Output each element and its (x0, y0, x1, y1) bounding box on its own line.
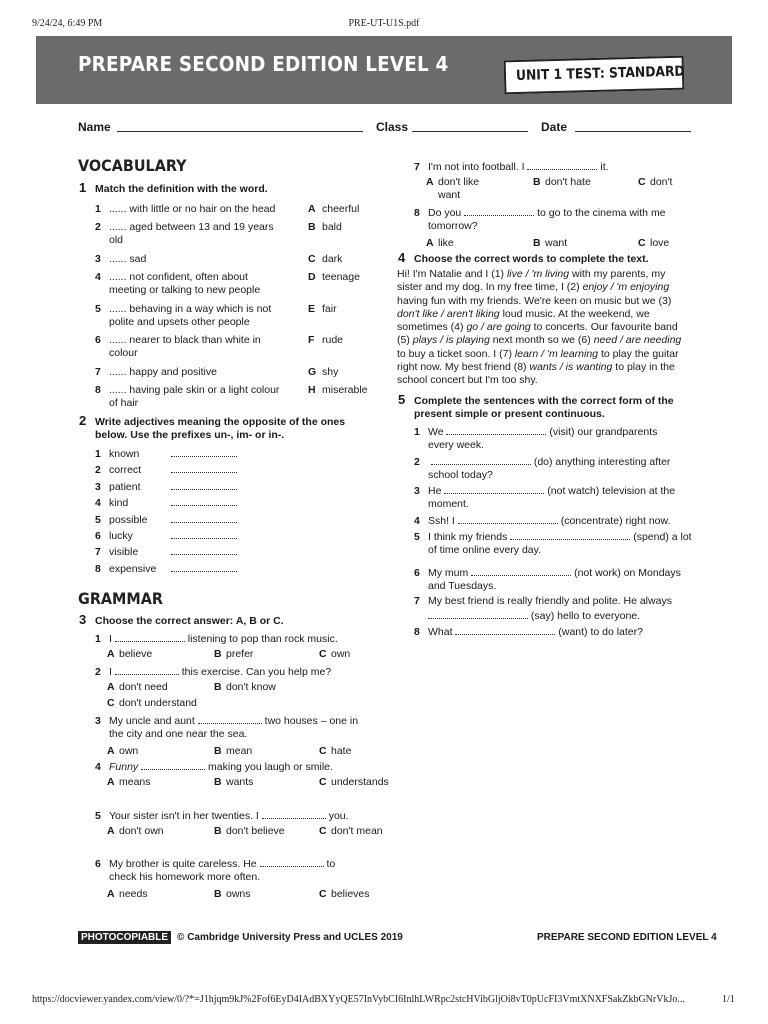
option-b (533, 176, 591, 189)
match-item (95, 366, 300, 379)
choice-option: live / 'm living (506, 268, 570, 280)
item-number: 2 (95, 666, 101, 678)
adjective-item (95, 528, 237, 543)
exercise-4-text (397, 268, 692, 388)
question-start: Funny (109, 761, 139, 773)
complete-sentence (414, 454, 694, 482)
mcq-question (95, 808, 375, 823)
answer-blank[interactable] (446, 424, 546, 435)
item-definition: ...... nearer to black than white in (109, 334, 261, 346)
unit-badge (504, 56, 685, 95)
word-letter: A (308, 203, 316, 215)
adjective-item (95, 495, 237, 510)
item-definition-cont: old (109, 234, 124, 246)
item-definition: ...... aged between 13 and 19 years (109, 221, 274, 233)
page-number: 1/1 (722, 994, 735, 1005)
exercise-2-instruction: 2 Write adjectives meaning the opposite of the ones below. Use the prefixes un-, im- or in-. (79, 413, 346, 441)
sentence-cont: moment. (428, 498, 469, 510)
answer-blank[interactable] (171, 479, 237, 490)
question-end: listening to pop than rock music. (187, 633, 338, 645)
option-b (214, 648, 253, 661)
option-c (319, 776, 389, 789)
option-text: believe (119, 648, 153, 660)
adjective-item (95, 561, 237, 576)
option-text: don't believe (226, 825, 285, 837)
mcq-question (95, 664, 375, 679)
option-text: don't understand (119, 697, 197, 709)
option-a (426, 176, 479, 202)
item-number: 6 (414, 567, 420, 579)
copyright: © Cambridge University Press and UCLES 2019 (177, 932, 403, 943)
match-item (95, 384, 300, 410)
class-label: Class (376, 120, 409, 134)
sentence-end: (spend) a lot (633, 531, 692, 543)
question-start: I (109, 666, 112, 678)
option-c (319, 745, 351, 758)
choice-option: enjoy / 'm enjoying (582, 281, 670, 294)
exercise-5-instruction: 5 Complete the sentences with the correct form of the present simple or present continuous. (398, 392, 674, 420)
complete-sentence (414, 513, 694, 528)
choice-option: need / are needing (593, 334, 682, 347)
adjective: patient (109, 480, 141, 493)
option-text: own (119, 745, 139, 757)
option-b (214, 888, 251, 901)
match-item (95, 303, 300, 329)
option-letter: B (533, 237, 541, 249)
match-word (308, 271, 360, 284)
option-letter: B (214, 825, 222, 837)
browser-header (0, 0, 768, 30)
match-word (308, 384, 368, 397)
option-text: don't mean (331, 825, 383, 837)
item-definition: ...... sad (109, 253, 147, 265)
item-number: 3 (95, 480, 101, 493)
complete-sentence (414, 529, 694, 557)
answer-blank[interactable] (527, 159, 597, 170)
answer-blank[interactable] (115, 631, 185, 642)
option-letter: B (214, 681, 222, 693)
option-letter: B (214, 648, 222, 660)
answer-blank[interactable] (444, 483, 544, 494)
item-number: 4 (95, 761, 101, 773)
sentence-start: He (428, 485, 442, 497)
answer-blank[interactable] (262, 808, 326, 819)
item-number: 6 (95, 530, 101, 542)
sentence-end: (do) anything interesting after (533, 456, 671, 468)
option-letter: C (638, 237, 646, 249)
sentence-start: My best friend is really friendly and polite. He always (428, 595, 672, 607)
option-letter: A (107, 888, 115, 900)
sentence-end: (not watch) television at the (547, 485, 676, 497)
item-number: 8 (414, 626, 420, 638)
question-cont: tomorrow? (428, 220, 478, 232)
complete-sentence (414, 595, 694, 623)
option-c (319, 648, 350, 661)
word-letter: F (308, 334, 315, 346)
word-text: teenage (322, 271, 360, 283)
item-number: 1 (95, 448, 101, 460)
choice-option: wants / is wanting (529, 361, 613, 374)
option-letter: B (214, 888, 222, 900)
question-start: My brother is quite careless. He (109, 858, 257, 870)
item-number: 5 (414, 531, 420, 543)
complete-sentence (414, 424, 694, 452)
option-text: wants (226, 776, 254, 788)
sentence-start: We (428, 426, 444, 438)
option-letter: C (638, 176, 646, 188)
option-text: needs (119, 888, 148, 900)
item-number: 4 (414, 515, 420, 527)
answer-blank[interactable] (510, 529, 630, 540)
item-number: 1 (95, 203, 101, 215)
option-a (107, 745, 138, 758)
option-text: hate (331, 745, 352, 757)
option-c (107, 697, 197, 710)
text-segment: next month so we (6) (489, 334, 594, 347)
item-definition-cont: of hair (109, 397, 139, 409)
item-definition: ...... not confident, often about (109, 271, 248, 283)
exercise-4-instruction: 4 Choose the correct words to complete the text. (398, 250, 649, 265)
question-end: it. (600, 161, 609, 173)
word-text: dark (322, 253, 343, 265)
complete-sentence (414, 565, 694, 593)
item-number: 1 (95, 633, 101, 645)
date-label: Date (541, 120, 568, 134)
question-start: Your sister isn't in her twenties. I (109, 810, 259, 822)
option-letter: B (533, 176, 541, 188)
sentence-end: (visit) our grandparents (549, 426, 658, 438)
sentence-cont: of time online every day. (428, 544, 542, 556)
option-text-cont: want (438, 189, 461, 201)
option-text: own (331, 648, 351, 660)
sentence-end: (say) hello to everyone. (530, 610, 641, 622)
option-c (319, 825, 383, 838)
match-item (95, 253, 300, 266)
match-item (95, 203, 300, 216)
option-letter: A (426, 237, 434, 249)
option-letter: A (107, 776, 115, 788)
mcq-question (414, 205, 694, 233)
sentence-cont: and Tuesdays. (428, 580, 497, 592)
choice-option: go / are going (466, 321, 531, 334)
sentence-start: I think my friends (428, 531, 508, 543)
page-title: PREPARE SECOND EDITION LEVEL 4 (78, 52, 449, 76)
adjective: lucky (109, 530, 133, 542)
option-letter: C (319, 745, 327, 757)
word-letter: D (308, 271, 316, 283)
footer-right: PREPARE SECOND EDITION LEVEL 4 (537, 932, 717, 943)
sentence-end: (concentrate) right now. (560, 515, 671, 527)
word-letter: B (308, 221, 316, 233)
answer-blank[interactable] (431, 454, 531, 465)
option-text: like (438, 237, 454, 249)
match-word (308, 253, 342, 266)
option-a (107, 888, 148, 901)
answer-blank[interactable] (455, 624, 555, 635)
option-a (107, 825, 164, 838)
option-text: don't need (119, 681, 168, 693)
grammar-heading: GRAMMAR (78, 589, 163, 608)
item-definition-cont: colour (109, 347, 138, 359)
match-item (95, 221, 300, 247)
option-letter: B (214, 776, 222, 788)
word-text: rude (322, 334, 344, 346)
option-letter: A (107, 648, 115, 660)
sentence-start: My mum (428, 567, 469, 579)
option-text: want (545, 237, 568, 249)
option-text: don't own (119, 825, 164, 837)
item-number: 7 (414, 161, 420, 173)
option-b (214, 745, 252, 758)
match-word (308, 221, 342, 234)
vocab-heading: VOCABULARY (78, 156, 187, 175)
choice-option: plays / is playing (412, 334, 490, 347)
date-line[interactable] (575, 131, 691, 132)
answer-blank[interactable] (171, 528, 237, 539)
adjective-item (95, 544, 237, 559)
mcq-question (95, 631, 375, 646)
spacer (414, 610, 428, 622)
text-segment: to buy a ticket soon. I (7) (397, 347, 515, 360)
question-start: I'm not into football. I (428, 161, 525, 173)
match-word (308, 334, 343, 347)
option-letter: C (319, 776, 327, 788)
option-text: don't like (438, 176, 480, 188)
option-a (107, 681, 168, 694)
exercise-3-instruction: 3 Choose the correct answer: A, B or C. (79, 612, 284, 627)
answer-blank[interactable] (458, 513, 558, 524)
answer-blank[interactable] (198, 713, 262, 724)
complete-sentence (414, 483, 694, 511)
item-definition: ...... behaving in a way which is not (109, 303, 272, 315)
mcq-question (95, 713, 375, 741)
option-c (638, 176, 672, 189)
answer-blank[interactable] (171, 544, 237, 555)
question-end: to (326, 858, 336, 870)
item-definition-cont: polite and upsets other people (109, 316, 250, 328)
sentence-end: (want) to do later? (558, 626, 643, 638)
text-segment: with my parents, my sister and my dog. In my free time, I (2) (397, 268, 666, 294)
item-number: 5 (95, 303, 101, 315)
option-letter: A (107, 745, 115, 757)
match-word (308, 366, 338, 379)
answer-blank[interactable] (171, 561, 237, 572)
item-number: 2 (95, 464, 101, 477)
answer-blank[interactable] (171, 462, 237, 473)
option-a (426, 237, 454, 250)
question-start: I (109, 633, 112, 645)
complete-sentence (414, 624, 694, 639)
option-c (638, 237, 669, 250)
item-number: 3 (414, 485, 420, 497)
option-text: don't hate (545, 176, 591, 188)
option-text: love (650, 237, 670, 249)
word-letter: E (308, 303, 316, 315)
item-definition: ...... with little or no hair on the head (109, 203, 276, 215)
option-b (214, 681, 276, 694)
text-segment: having fun with my friends. We're keen on music but we (3) (397, 294, 672, 307)
name-line[interactable] (117, 131, 363, 132)
item-number: 5 (95, 810, 101, 822)
question-end: you. (328, 810, 349, 822)
choice-option: don't like / aren't liking (397, 307, 500, 320)
question-start: My uncle and aunt (109, 715, 195, 727)
option-b (214, 825, 285, 838)
item-number: 4 (95, 271, 101, 283)
option-letter: A (107, 681, 115, 693)
option-a (107, 776, 151, 789)
match-word (308, 203, 359, 216)
text-segment: to concerts. Our favourite band (5) (397, 321, 678, 347)
option-letter: C (319, 825, 327, 837)
option-b (214, 776, 253, 789)
adjective-item (95, 512, 237, 527)
adjective-item (95, 462, 237, 477)
item-number: 3 (95, 253, 101, 265)
option-c (319, 888, 370, 901)
question-end: this exercise. Can you help me? (181, 666, 332, 678)
answer-blank[interactable] (141, 759, 205, 770)
item-number: 2 (95, 221, 101, 233)
adjective: correct (109, 464, 142, 477)
name-label: Name (78, 120, 111, 134)
answer-blank[interactable] (171, 495, 237, 506)
match-word (308, 303, 337, 316)
word-letter: C (308, 253, 316, 265)
word-letter: G (308, 366, 317, 378)
mcq-question (95, 759, 375, 774)
option-letter: C (107, 697, 115, 709)
item-number: 8 (95, 384, 101, 396)
option-text: mean (226, 745, 253, 757)
question-start: Do you (428, 207, 462, 219)
question-end: making you laugh or smile. (208, 761, 333, 773)
option-text: means (119, 776, 151, 788)
option-letter: B (214, 745, 222, 757)
match-item (95, 271, 300, 297)
text-segment: to play the guitar right now. My best friend (8) (397, 347, 679, 374)
question-cont: the city and one near the sea. (109, 728, 248, 740)
question-end: two houses – one in (264, 715, 359, 727)
adjective: visible (109, 546, 139, 559)
item-number: 6 (95, 334, 101, 346)
item-number: 7 (95, 366, 101, 378)
answer-blank[interactable] (115, 664, 179, 675)
adjective: kind (109, 497, 129, 510)
option-b (533, 237, 567, 250)
word-text: miserable (322, 384, 368, 396)
adjective: possible (109, 513, 148, 526)
sentence-start: What (428, 626, 453, 638)
mcq-question (95, 856, 375, 884)
answer-blank[interactable] (171, 446, 237, 457)
word-text: shy (322, 366, 339, 378)
text-segment: Hi! I'm Natalie and I (1) (397, 268, 507, 280)
item-number: 8 (414, 207, 420, 219)
mcq-question (414, 159, 694, 174)
option-text: believes (331, 888, 370, 900)
item-number: 4 (95, 497, 101, 510)
word-text: bald (322, 221, 342, 233)
page-url: https://docviewer.yandex.com/view/0/?*=J1hjqm9kJ%2Fof6EyD4IAdBXYyQE57InVybCI6InlhLWRpc2stcHVibGljOi8vT0pUcFI3VmtXNXFSakZkbGNrVkJo... (32, 994, 685, 1005)
option-text: understands (331, 776, 389, 788)
word-letter: H (308, 384, 316, 396)
word-text: cheerful (322, 203, 360, 215)
option-a (107, 648, 152, 661)
item-number: 1 (414, 426, 420, 438)
photocopiable-badge: PHOTOCOPIABLE (78, 931, 171, 944)
item-number: 5 (95, 513, 101, 526)
footer-left (78, 932, 403, 943)
answer-blank[interactable] (464, 205, 534, 216)
question-cont: check his homework more often. (109, 871, 261, 883)
match-item (95, 334, 300, 360)
sentence-cont: every week. (428, 439, 485, 451)
text-segment: loud music. At the weekend, we sometimes (4) (397, 307, 650, 334)
class-line[interactable] (412, 131, 528, 132)
item-number: 7 (414, 595, 420, 607)
file-name: PRE-UT-U1S.pdf (348, 18, 420, 29)
item-number: 6 (95, 858, 101, 870)
adjective-item (95, 479, 237, 494)
option-text: don't know (226, 681, 276, 693)
exercise-1-instruction: 1 Match the definition with the word. (79, 180, 268, 195)
option-letter: C (319, 648, 327, 660)
sentence-start: Ssh! I (428, 515, 455, 527)
option-text: don't (650, 176, 673, 188)
print-date: 9/24/24, 6:49 PM (32, 18, 103, 29)
option-letter: C (319, 888, 327, 900)
text-segment: to play in the school concert but I'm too shy. (397, 361, 675, 387)
option-letter: A (426, 176, 434, 188)
word-text: fair (322, 303, 337, 315)
unit-label: UNIT 1 TEST: STANDARD (515, 63, 685, 85)
item-number: 3 (95, 715, 101, 727)
adjective: expensive (109, 562, 157, 575)
item-number: 2 (414, 456, 420, 468)
sentence-end: (not work) on Mondays (574, 567, 681, 579)
item-number: 7 (95, 546, 101, 559)
option-text: owns (226, 888, 251, 900)
item-number: 8 (95, 562, 101, 575)
item-definition-cont: meeting or talking to new people (109, 284, 261, 296)
item-definition: ...... having pale skin or a light colour (109, 384, 280, 396)
adjective: known (109, 448, 140, 460)
adjective-item (95, 446, 237, 461)
option-text: prefer (226, 648, 254, 660)
answer-blank[interactable] (171, 512, 237, 523)
option-letter: A (107, 825, 115, 837)
question-end: to go to the cinema with me (537, 207, 666, 219)
answer-blank[interactable] (471, 565, 571, 576)
sentence-cont: school today? (428, 469, 493, 481)
item-definition: ...... happy and positive (109, 366, 217, 378)
answer-blank[interactable] (428, 608, 528, 619)
choice-option: learn / 'm learning (514, 347, 599, 360)
answer-blank[interactable] (260, 856, 324, 867)
